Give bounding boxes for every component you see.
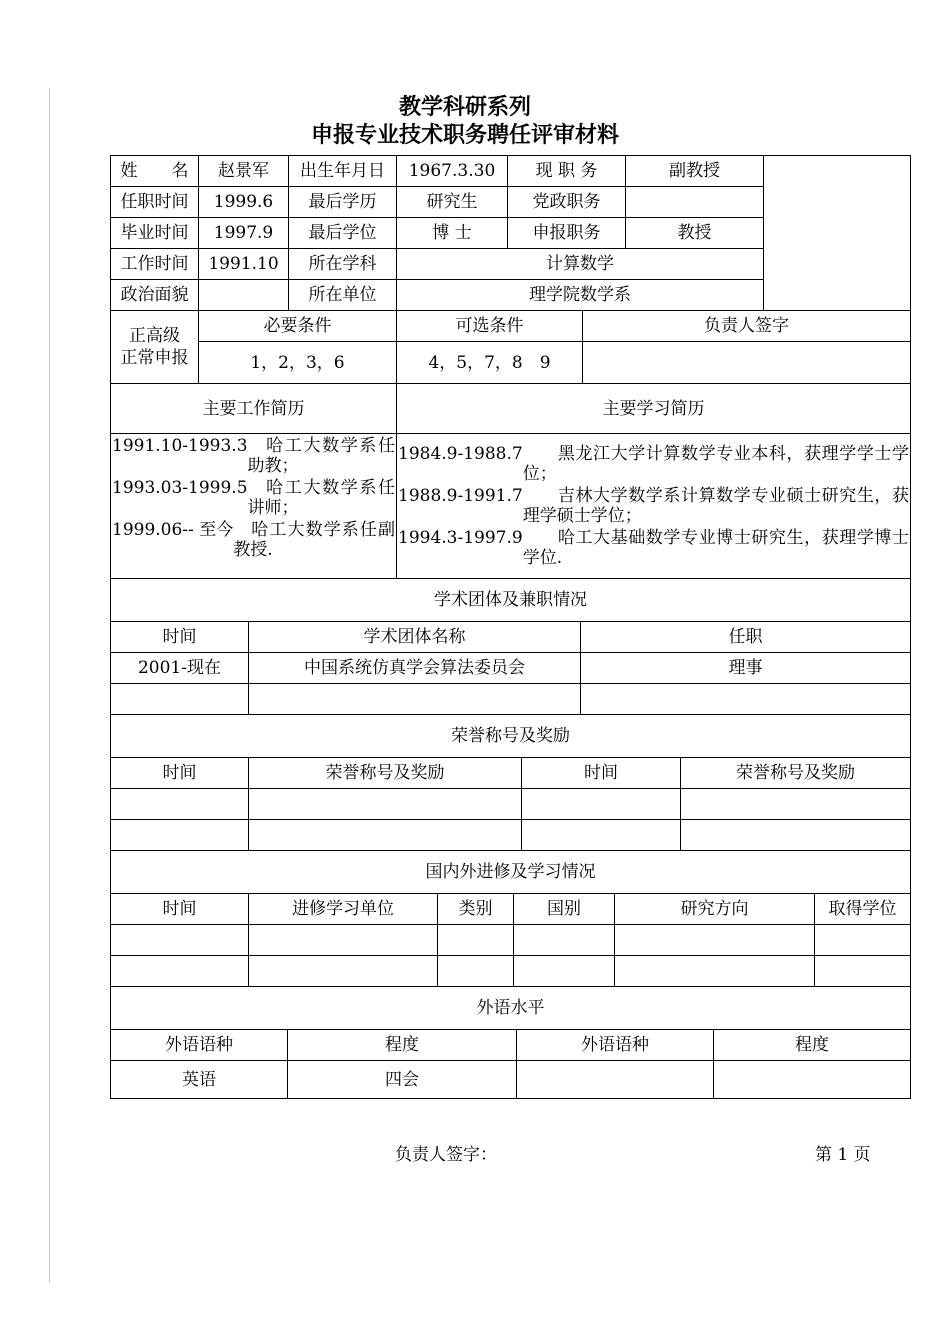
apply-value: 教授 [626,218,764,249]
party-label: 党政职务 [508,187,626,218]
training-cell [514,925,615,956]
table-row [111,789,911,820]
basic-info-table [110,155,911,311]
name-value: 赵景军 [199,156,289,187]
signer-label: 负责人签字 [583,311,911,342]
training-header-country: 国别 [514,894,615,925]
academic-cell: 2001-现在 [111,653,249,684]
training-cell [111,956,249,987]
subject-value: 计算数学 [397,249,764,280]
training-cell [438,956,514,987]
honors-cell [111,820,249,851]
work-history-header: 主要工作简历 [111,384,397,434]
training-header-unit: 进修学习单位 [249,894,438,925]
honors-header-award: 荣誉称号及奖励 [249,758,522,789]
language-section-title: 外语水平 [111,987,911,1030]
honors-cell [681,789,911,820]
work-entry-text: 哈工大数学系任助教； [247,436,395,476]
apply-label: 申报职务 [508,218,626,249]
work-history-cell [111,434,397,579]
language-header-lang: 外语语种 [517,1030,714,1061]
honors-cell [111,789,249,820]
language-table [110,986,911,1099]
work-entry [112,478,395,518]
table-row [111,925,911,956]
grad-value: 1997.9 [199,218,289,249]
training-header-degree: 取得学位 [815,894,911,925]
training-header-time: 时间 [111,894,249,925]
birth-value: 1967.3.30 [397,156,508,187]
edu-value: 研究生 [397,187,508,218]
language-cell: 英语 [111,1061,288,1099]
optional-label: 可选条件 [397,311,583,342]
document-title-line2: 申报专业技术职务聘任评审材料 [310,122,619,148]
academic-cell [249,684,581,715]
appoint-value: 1999.6 [199,187,289,218]
degree-value: 博 士 [397,218,508,249]
table-row [111,684,911,715]
page-margin-line [49,88,50,1283]
academic-table [110,578,911,715]
academic-header-role: 任职 [581,622,911,653]
language-header-level: 程度 [714,1030,911,1061]
language-cell [714,1061,911,1099]
training-cell [815,956,911,987]
subject-label: 所在学科 [289,249,397,280]
training-cell [615,956,815,987]
academic-cell: 理事 [581,653,911,684]
academic-header-org: 学术团体名称 [249,622,581,653]
table-row [111,820,911,851]
optional-value: 4，5，7，8 9 [397,342,583,384]
footer-page-number: 第 1 页 [815,1145,871,1165]
document-title-line1: 教学科研系列 [398,94,531,120]
honors-cell [249,820,522,851]
study-entry [398,444,909,484]
application-form [110,155,910,1099]
training-section-title: 国内外进修及学习情况 [111,851,911,894]
honors-header-time: 时间 [522,758,681,789]
honors-header-award: 荣誉称号及奖励 [681,758,911,789]
honors-cell [522,820,681,851]
honors-cell [681,820,911,851]
appoint-label: 任职时间 [111,187,199,218]
academic-header-time: 时间 [111,622,249,653]
work-entry [112,520,395,560]
study-entry-text: 哈工大基础数学专业博士研究生，获理学博士学位. [522,528,909,568]
study-entry [398,486,909,526]
grad-label: 毕业时间 [111,218,199,249]
name-label: 姓 名 [111,156,199,187]
unit-label: 所在单位 [289,280,397,311]
training-cell [815,925,911,956]
work-entry-date: 1993.03-1999.5 [112,478,248,498]
conditions-table [110,310,911,384]
work-entry-date: 1999.06-- 至今 [112,520,234,540]
work-entry-text: 哈工大数学系任副教授. [233,520,395,560]
academic-cell [581,684,911,715]
table-row [111,653,911,684]
training-cell [249,956,438,987]
training-cell [438,925,514,956]
academic-section-title: 学术团体及兼职情况 [111,579,911,622]
language-cell [517,1061,714,1099]
photo-cell [764,156,911,311]
birth-label: 出生年月日 [289,156,397,187]
table-row [111,1061,911,1099]
work-entry [112,436,395,476]
study-history-header: 主要学习简历 [397,384,911,434]
work-start-label: 工作时间 [111,249,199,280]
study-entry-text: 吉林大学数学系计算数学专业硕士研究生，获理学硕士学位； [522,486,909,526]
signer-value [583,342,911,384]
honors-section-title: 荣誉称号及奖励 [111,715,911,758]
language-header-level: 程度 [288,1030,517,1061]
category-cell: 正高级 正常申报 [111,311,199,384]
training-header-direction: 研究方向 [615,894,815,925]
position-label: 现 职 务 [508,156,626,187]
edu-label: 最后学历 [289,187,397,218]
work-entry-text: 哈工大数学系任讲师； [247,478,395,518]
training-cell [249,925,438,956]
training-cell [111,925,249,956]
study-entry-text: 黑龙江大学计算数学专业本科，获理学学士学位； [522,444,909,484]
language-cell: 四会 [288,1061,517,1099]
training-cell [615,925,815,956]
study-entry-date: 1994.3-1997.9 [398,528,523,548]
table-row [111,956,911,987]
party-value [626,187,764,218]
study-entry [398,528,909,568]
language-header-lang: 外语语种 [111,1030,288,1061]
history-table [110,383,911,579]
work-entry-date: 1991.10-1993.3 [112,436,248,456]
required-label: 必要条件 [199,311,397,342]
honors-table [110,714,911,851]
training-table [110,850,911,987]
training-header-type: 类别 [438,894,514,925]
study-entry-date: 1984.9-1988.7 [398,444,523,464]
honors-cell [522,789,681,820]
political-label: 政治面貌 [111,280,199,311]
academic-cell: 中国系统仿真学会算法委员会 [249,653,581,684]
work-start-value: 1991.10 [199,249,289,280]
unit-value: 理学院数学系 [397,280,764,311]
footer-signer: 负责人签字： [395,1145,497,1165]
honors-cell [249,789,522,820]
study-history-cell [397,434,911,579]
training-cell [514,956,615,987]
degree-label: 最后学位 [289,218,397,249]
political-value [199,280,289,311]
study-entry-date: 1988.9-1991.7 [398,486,523,506]
honors-header-time: 时间 [111,758,249,789]
academic-cell [111,684,249,715]
position-value: 副教授 [626,156,764,187]
required-value: 1，2，3，6 [199,342,397,384]
